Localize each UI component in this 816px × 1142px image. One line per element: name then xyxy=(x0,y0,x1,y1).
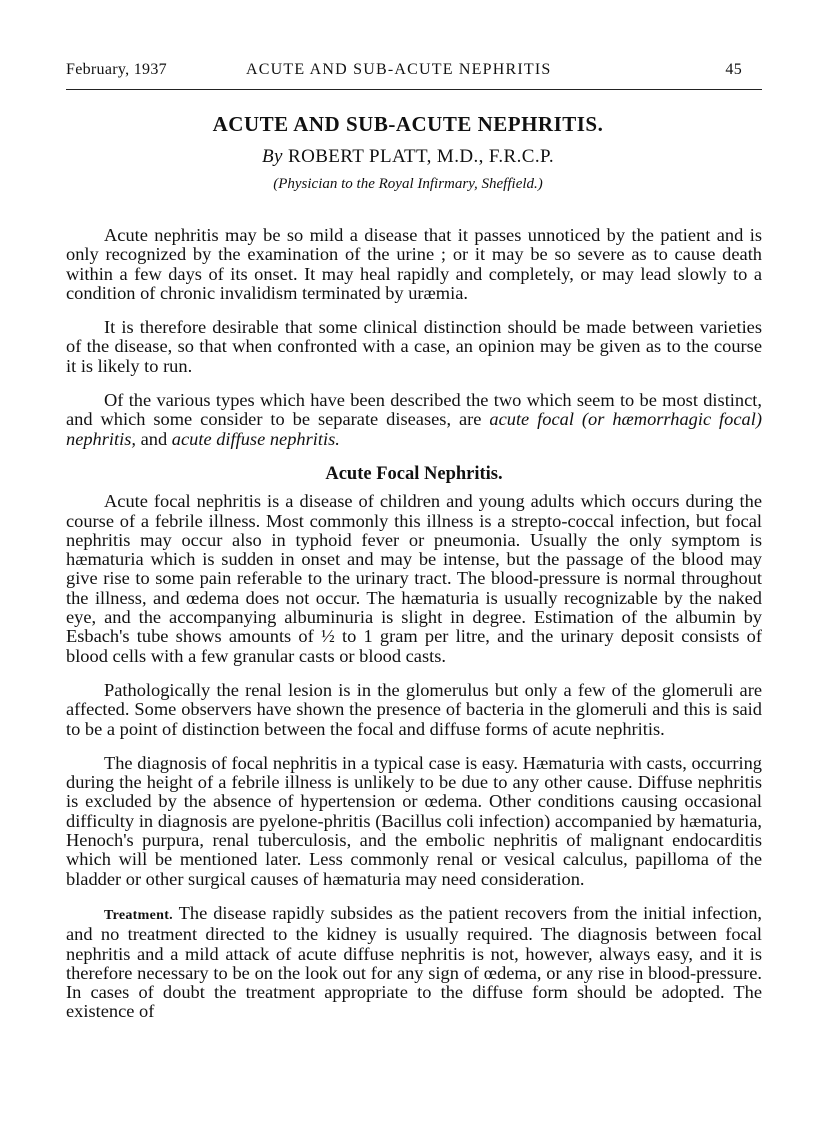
paragraph-3 xyxy=(66,391,762,449)
p3-term-haemorrhagic: (or hæmorrhagic focal) nephritis, xyxy=(66,409,762,449)
running-title: ACUTE AND SUB-ACUTE NEPHRITIS xyxy=(246,61,552,78)
p3-term-diffuse: acute diffuse nephritis. xyxy=(171,428,340,449)
paragraph-5: Pathologically the renal lesion is in the glomerulus but only a few of the glomeruli are affected. Some observers have shown the presence of bacteria in the glomeruli and this is said to be a point of distinction between the focal and diffuse forms of acute nephritis. xyxy=(66,679,762,739)
by-label: By xyxy=(262,146,283,167)
paragraph-1: Acute nephritis may be so mild a disease that it passes unnoticed by the patient and is only recognized by the examination of the urine ; or it may be so severe as to cause death within a few days of its onset. It may heal rapidly and completely, or may lead slowly to a condition of chronic invalidism terminated by uræmia. xyxy=(66,225,762,303)
p3-text: Of the various types which have been described the two which seem to be most distinct, and which some consider to be separate diseases, are xyxy=(66,390,762,430)
p7-text: The disease rapidly subsides as the patient recovers from the initial infection, and no treatment directed to the kidney is usually required. The diagnosis between focal nephritis and a mild attack of acute diffuse nephritis is not, however, always easy, and it is therefore necessary to be on the look out for any sign of œdema, or any rise in blood-pressure. In cases of doubt the treatment appropriate to the diffuse form should be adopted. The existence of xyxy=(66,902,762,1022)
paragraph-2: It is therefore desirable that some clinical distinction should be made between varieties of the disease, so that when confronted with a case, an opinion may be given as to the course it is likely to run. xyxy=(66,317,762,376)
author-name: ROBERT PLATT, M.D., F.R.C.P. xyxy=(288,146,554,167)
treatment-runin: Treatment. xyxy=(104,907,173,923)
paragraph-7 xyxy=(66,904,762,1022)
issue-date: February, 1937 xyxy=(66,61,167,78)
p3-term-focal: acute focal xyxy=(489,409,574,430)
header-rule xyxy=(66,89,762,90)
paragraph-6: The diagnosis of focal nephritis in a typical case is easy. Hæmaturia with casts, occurring during the height of a febrile illness is unlikely to be due to any other cause. Diffuse nephritis is excluded by the absence of hypertension or œdema. Other conditions causing occasional difficulty in diagnosis are pyelone-phritis (Bacillus coli infection) accompanied by hæmaturia, Henoch's purpura, renal tuberculosis, and the embolic nephritis of malignant endocarditis which will be mentioned later. Less commonly renal or vesical calculus, papilloma of the bladder or other surgical causes of hæmaturia may need consideration. xyxy=(66,752,762,889)
article-body xyxy=(66,226,762,1037)
article-title: ACUTE AND SUB-ACUTE NEPHRITIS. xyxy=(212,112,604,136)
paragraph-4: Acute focal nephritis is a disease of children and young adults which occurs during the course of a febrile illness. Most commonly this illness is a strepto-coccal infection, but focal nephritis may occur also in typhoid fever or pneumonia. Usually the only symptom is hæmaturia which is sudden in onset and may be intense, but the passage of the blood may give rise to some pain referable to the urinary tract. The blood-pressure is normal throughout the illness, and œdema does not occur. The hæmaturia is usually recognizable by the naked eye, and the accompanying albuminuria is slight in degree. Estimation of the albumin by Esbach's tube shows amounts of ½ to 1 gram per litre, and the urinary deposit consists of blood cells with a few granular casts or blood casts. xyxy=(66,491,762,666)
running-header xyxy=(66,61,742,85)
p3-and: and xyxy=(140,428,168,449)
section-heading: Acute Focal Nephritis. xyxy=(325,463,503,484)
author-affiliation: (Physician to the Royal Infirmary, Sheffield.) xyxy=(273,176,543,192)
page-number: 45 xyxy=(725,61,742,78)
author-line xyxy=(0,146,816,168)
